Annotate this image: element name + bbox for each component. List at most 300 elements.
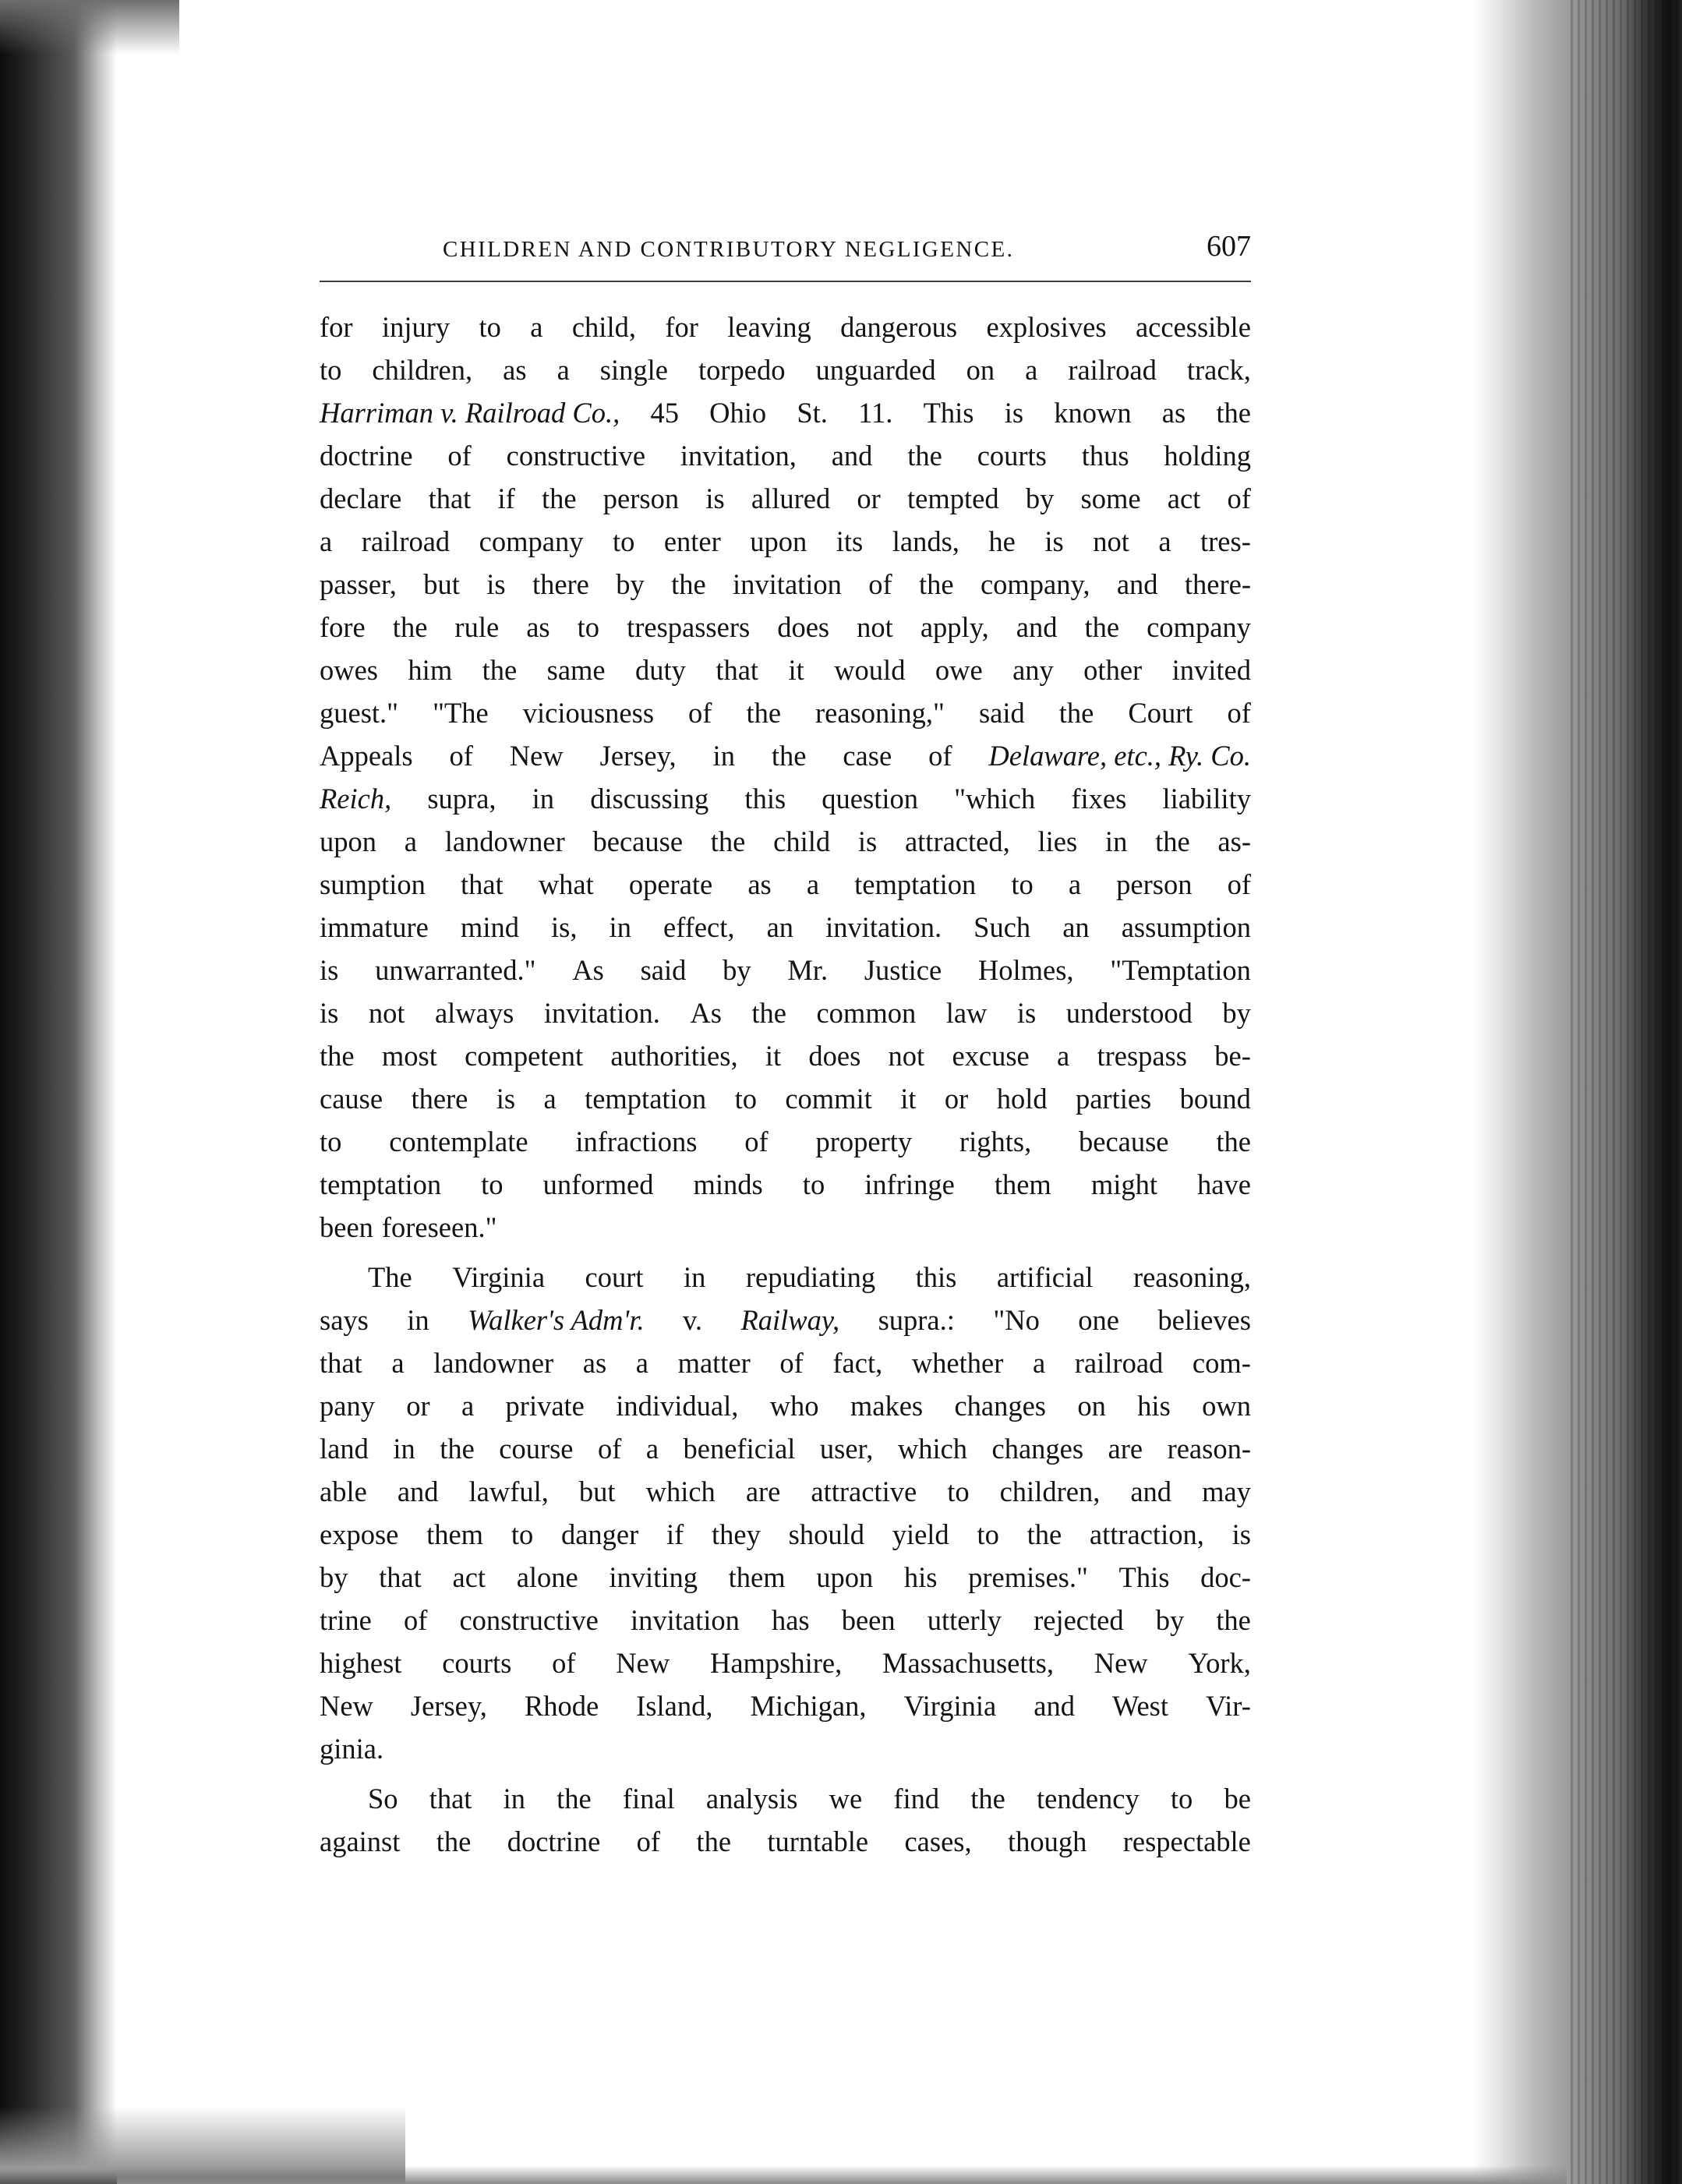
word: Holmes,: [977, 954, 1074, 986]
word: Appeals: [320, 740, 413, 772]
word: the: [542, 482, 577, 514]
word: duty: [635, 654, 686, 686]
word: enter: [663, 525, 721, 557]
word: the: [696, 1825, 732, 1857]
word: York,: [1188, 1647, 1251, 1679]
word: to: [577, 611, 600, 643]
word: to: [1170, 1783, 1193, 1815]
word: the: [1084, 611, 1120, 643]
word: the: [907, 440, 942, 472]
word: passer,: [320, 568, 397, 600]
word: to: [479, 311, 501, 343]
word: of: [688, 697, 712, 729]
word: said: [640, 954, 687, 986]
word: its: [836, 525, 864, 557]
word: as-: [1217, 825, 1251, 857]
word: them: [994, 1168, 1051, 1200]
word: expose: [320, 1518, 399, 1550]
word: the: [1216, 1126, 1251, 1157]
word: company: [1147, 611, 1251, 643]
word: unwarranted.": [375, 954, 536, 986]
word: invitation: [630, 1604, 740, 1636]
word: Jersey,: [410, 1690, 487, 1722]
word: the: [771, 740, 807, 772]
word: not: [857, 611, 893, 643]
word: Massachusetts,: [882, 1647, 1054, 1679]
word: common: [816, 997, 917, 1029]
word: the: [392, 611, 428, 643]
word: Court: [1128, 697, 1193, 729]
word: as: [747, 868, 772, 900]
word: the: [746, 697, 782, 729]
word: what: [538, 868, 594, 900]
word: as: [503, 354, 527, 386]
word: the: [320, 1040, 355, 1072]
word: owe: [935, 654, 983, 686]
word: excuse: [952, 1040, 1030, 1072]
text-line: [320, 1384, 1251, 1427]
word: as: [1161, 397, 1186, 429]
word: Virginia: [903, 1690, 997, 1722]
word: person: [1116, 868, 1193, 900]
word: child,: [571, 311, 636, 343]
word: to: [481, 1168, 504, 1200]
word: landowner: [444, 825, 565, 857]
word: same: [546, 654, 606, 686]
word: invitation.: [825, 911, 942, 943]
word: said: [978, 697, 1025, 729]
word: Railway,: [740, 1304, 840, 1336]
word: he: [988, 525, 1016, 557]
word: is: [496, 1083, 516, 1115]
text-line: [320, 1120, 1251, 1163]
word: St.: [797, 397, 828, 429]
word: a: [530, 311, 543, 343]
word: New: [320, 1690, 373, 1722]
word: fore: [320, 611, 366, 643]
word: to: [320, 1126, 342, 1157]
text-line: [320, 1820, 1251, 1863]
word: on: [966, 354, 995, 386]
word: infractions: [575, 1126, 698, 1157]
word: landowner: [433, 1347, 554, 1379]
word: which: [645, 1475, 716, 1507]
word: is: [486, 568, 506, 600]
word: because: [592, 825, 684, 857]
word: commit: [785, 1083, 872, 1115]
word: whether: [911, 1347, 1004, 1379]
word: attraction,: [1089, 1518, 1204, 1550]
word: but: [423, 568, 460, 600]
word: "Temptation: [1110, 954, 1251, 986]
word: viciousness: [522, 697, 655, 729]
word: in: [1104, 825, 1128, 857]
word: reason-: [1167, 1433, 1251, 1465]
word: to: [802, 1168, 825, 1200]
text-line: [320, 1206, 1251, 1249]
word: upon: [320, 825, 376, 857]
word: the: [751, 997, 786, 1029]
word: to: [1011, 868, 1034, 900]
word: private: [505, 1390, 585, 1422]
word: This: [923, 397, 974, 429]
word: land: [320, 1433, 369, 1465]
word: by: [1155, 1604, 1185, 1636]
word: is: [1016, 997, 1037, 1029]
word: of: [449, 740, 473, 772]
word: been: [320, 1211, 373, 1243]
text-line: [320, 434, 1251, 477]
word: bound: [1179, 1083, 1251, 1115]
word: danger: [560, 1518, 639, 1550]
word: artificial: [996, 1261, 1094, 1293]
word: is: [320, 954, 339, 986]
text-line: [320, 820, 1251, 863]
word: one: [1078, 1304, 1119, 1336]
word: unformed: [542, 1168, 654, 1200]
word: apply,: [920, 611, 989, 643]
word: not: [888, 1040, 925, 1072]
word: this: [915, 1261, 957, 1293]
text-line: [320, 477, 1251, 520]
word: tres-: [1200, 525, 1251, 557]
word: temptation: [320, 1168, 442, 1200]
word: highest: [320, 1647, 402, 1679]
word: rights,: [959, 1126, 1032, 1157]
word: repudiating: [745, 1261, 876, 1293]
word: 45: [650, 397, 679, 429]
word: upon: [750, 525, 807, 557]
word: West: [1111, 1690, 1169, 1722]
word: So: [368, 1783, 398, 1815]
word: believes: [1157, 1304, 1251, 1336]
word: in: [609, 911, 631, 943]
word: Harriman v. Railroad Co.,: [320, 397, 620, 429]
word: courts: [977, 440, 1047, 472]
word: that: [429, 1783, 472, 1815]
word: of: [636, 1825, 661, 1857]
word: invitation.: [543, 997, 660, 1029]
word: in: [503, 1783, 525, 1815]
word: Vir-: [1206, 1690, 1251, 1722]
page-stack-edge: [1567, 0, 1682, 2184]
word: user,: [819, 1433, 874, 1465]
word: rule: [454, 611, 500, 643]
word: to: [947, 1475, 970, 1507]
word: a: [1158, 525, 1171, 557]
word: beneficial: [683, 1433, 796, 1465]
word: final: [622, 1783, 675, 1815]
word: or: [406, 1390, 430, 1422]
word: for: [665, 311, 698, 343]
word: some: [1080, 482, 1141, 514]
word: minds: [693, 1168, 763, 1200]
word: would: [834, 654, 906, 686]
word: turntable: [767, 1825, 869, 1857]
text-line: [320, 1034, 1251, 1077]
word: yield: [892, 1518, 949, 1550]
word: is,: [551, 911, 578, 943]
word: unguarded: [815, 354, 936, 386]
word: been: [841, 1604, 896, 1636]
word: law: [945, 997, 988, 1029]
word: doctrine: [507, 1825, 601, 1857]
header-rule: [320, 281, 1251, 282]
word: able: [320, 1475, 367, 1507]
word: by: [1025, 482, 1055, 514]
word: of: [597, 1433, 622, 1465]
word: the: [1155, 825, 1190, 857]
word: should: [788, 1518, 864, 1550]
word: a: [806, 868, 820, 900]
text-line: [320, 1513, 1251, 1556]
book-page: [320, 226, 1251, 1863]
word: by: [320, 1561, 348, 1593]
word: competent: [465, 1040, 584, 1072]
word: be: [1224, 1783, 1251, 1815]
word: supra.:: [878, 1304, 955, 1336]
word: this: [744, 783, 786, 815]
word: court: [585, 1261, 644, 1293]
word: reasoning,: [1133, 1261, 1251, 1293]
word: if: [666, 1518, 684, 1550]
word: children,: [372, 354, 473, 386]
word: doc-: [1200, 1561, 1251, 1593]
word: but: [578, 1475, 616, 1507]
running-head: [320, 226, 1251, 270]
word: be-: [1214, 1040, 1251, 1072]
word: him: [408, 654, 453, 686]
word: Hampshire,: [709, 1647, 843, 1679]
word: for: [320, 311, 353, 343]
word: single: [599, 354, 668, 386]
word: as: [526, 611, 550, 643]
word: to: [320, 354, 342, 386]
word: in: [532, 783, 555, 815]
word: the: [1216, 1604, 1251, 1636]
word: property: [815, 1126, 913, 1157]
word: there: [532, 568, 589, 600]
word: and: [1034, 1690, 1075, 1722]
word: individual,: [616, 1390, 739, 1422]
word: a: [645, 1433, 659, 1465]
word: the: [970, 1783, 1005, 1815]
word: does: [808, 1040, 861, 1072]
word: inviting: [609, 1561, 698, 1593]
word: thus: [1081, 440, 1129, 472]
text-line: [320, 1470, 1251, 1513]
word: tendency: [1037, 1783, 1140, 1815]
word: com-: [1192, 1347, 1251, 1379]
word: does: [777, 611, 830, 643]
running-title: CHILDREN AND CONTRIBUTORY NEGLIGENCE.: [443, 237, 1015, 262]
word: courts: [442, 1647, 512, 1679]
word: an: [1062, 911, 1090, 943]
word: utterly: [927, 1604, 1002, 1636]
word: railroad: [1074, 1347, 1164, 1379]
word: that: [428, 482, 472, 514]
word: a: [1032, 1347, 1046, 1379]
word: understood: [1065, 997, 1193, 1029]
word: in: [407, 1304, 429, 1336]
word: sumption: [320, 868, 426, 900]
word: question: [822, 783, 918, 815]
word: As: [690, 997, 722, 1029]
word: operate: [628, 868, 713, 900]
word: a: [320, 525, 333, 557]
text-line: [320, 1256, 1251, 1299]
word: mind: [460, 911, 519, 943]
text-line: [320, 1077, 1251, 1120]
word: cases,: [904, 1825, 972, 1857]
scan-shadow-top-left: [0, 0, 179, 55]
word: act: [452, 1561, 486, 1593]
word: course: [499, 1433, 574, 1465]
word: the: [671, 568, 706, 600]
word: the: [1027, 1518, 1062, 1550]
word: Delaware, etc., Ry. Co.: [988, 740, 1251, 772]
word: find: [893, 1783, 940, 1815]
word: invitation,: [680, 440, 797, 472]
word: is: [320, 997, 339, 1029]
word: the: [1216, 397, 1251, 429]
word: trine: [320, 1604, 372, 1636]
word: liability: [1162, 783, 1251, 815]
word: the: [482, 654, 518, 686]
word: matter: [677, 1347, 751, 1379]
word: fact,: [832, 1347, 883, 1379]
text-line: [320, 520, 1251, 563]
word: the: [1058, 697, 1094, 729]
word: other: [1083, 654, 1143, 686]
word: New: [616, 1647, 670, 1679]
word: v.: [683, 1304, 703, 1336]
word: lies: [1037, 825, 1078, 857]
scan-shadow-bottom: [117, 2165, 1567, 2184]
word: upon: [816, 1561, 874, 1593]
word: Rhode: [524, 1690, 599, 1722]
word: track,: [1186, 354, 1251, 386]
word: not: [368, 997, 405, 1029]
word: constructive: [459, 1604, 599, 1636]
word: reasoning,": [815, 697, 945, 729]
word: is: [1044, 525, 1064, 557]
word: not: [1093, 525, 1129, 557]
word: by: [616, 568, 645, 600]
word: to: [612, 525, 635, 557]
word: it: [765, 1040, 782, 1072]
word: a: [461, 1390, 475, 1422]
word: attractive: [811, 1475, 917, 1507]
word: of: [1227, 868, 1251, 900]
word: of: [744, 1126, 769, 1157]
word: invitation: [733, 568, 842, 600]
word: that: [460, 868, 504, 900]
word: person: [602, 482, 680, 514]
word: immature: [320, 911, 429, 943]
word: a: [1057, 1040, 1070, 1072]
word: that: [320, 1347, 362, 1379]
word: lawful,: [468, 1475, 549, 1507]
word: doctrine: [320, 440, 413, 472]
word: the: [436, 1825, 472, 1857]
word: supra,: [427, 783, 496, 815]
word: allured: [751, 482, 831, 514]
text-line: [320, 734, 1251, 777]
word: of: [447, 440, 472, 472]
word: "which: [954, 783, 1036, 815]
text-line: [320, 1341, 1251, 1384]
word: a: [557, 354, 570, 386]
word: owes: [320, 654, 379, 686]
word: Such: [974, 911, 1031, 943]
word: to: [977, 1518, 999, 1550]
word: "The: [433, 697, 489, 729]
word: of: [1227, 482, 1251, 514]
text-line: [320, 863, 1251, 906]
word: makes: [850, 1390, 924, 1422]
text-line: [320, 1556, 1251, 1599]
word: as: [582, 1347, 607, 1379]
word: the: [919, 568, 954, 600]
word: always: [434, 997, 514, 1029]
text-line: [320, 1642, 1251, 1684]
word: and: [1130, 1475, 1172, 1507]
text-line: [320, 1599, 1251, 1642]
word: a: [1068, 868, 1082, 900]
word: by: [723, 954, 751, 986]
word: cause: [320, 1083, 383, 1115]
text-line: [320, 391, 1251, 434]
word: or: [857, 482, 881, 514]
text-line: [320, 1299, 1251, 1341]
word: tempted: [907, 482, 999, 514]
word: analysis: [705, 1783, 798, 1815]
word: Ohio: [709, 397, 767, 429]
word: effect,: [663, 911, 735, 943]
word: of: [868, 568, 892, 600]
text-line: [320, 1427, 1251, 1470]
word: on: [1077, 1390, 1106, 1422]
word: most: [381, 1040, 437, 1072]
word: which: [897, 1433, 968, 1465]
word: have: [1197, 1168, 1251, 1200]
word: children,: [999, 1475, 1101, 1507]
word: by: [1222, 997, 1251, 1029]
text-line: [320, 306, 1251, 348]
text-line: [320, 348, 1251, 391]
word: of: [928, 740, 952, 772]
text-line: [320, 991, 1251, 1034]
word: a: [391, 1347, 405, 1379]
word: any: [1012, 654, 1054, 686]
word: and: [831, 440, 873, 472]
word: may: [1202, 1475, 1251, 1507]
word: his: [903, 1561, 938, 1593]
word: a: [543, 1083, 557, 1115]
word: respectable: [1122, 1825, 1251, 1857]
word: assumption: [1121, 911, 1251, 943]
word: infringe: [864, 1168, 955, 1200]
word: Walker's Adm'r.: [468, 1304, 645, 1336]
word: Reich,: [320, 783, 392, 815]
word: invited: [1171, 654, 1251, 686]
word: there-: [1184, 568, 1251, 600]
word: of: [1227, 697, 1251, 729]
word: The: [368, 1261, 412, 1293]
word: New: [1094, 1647, 1148, 1679]
word: injury: [381, 311, 451, 343]
